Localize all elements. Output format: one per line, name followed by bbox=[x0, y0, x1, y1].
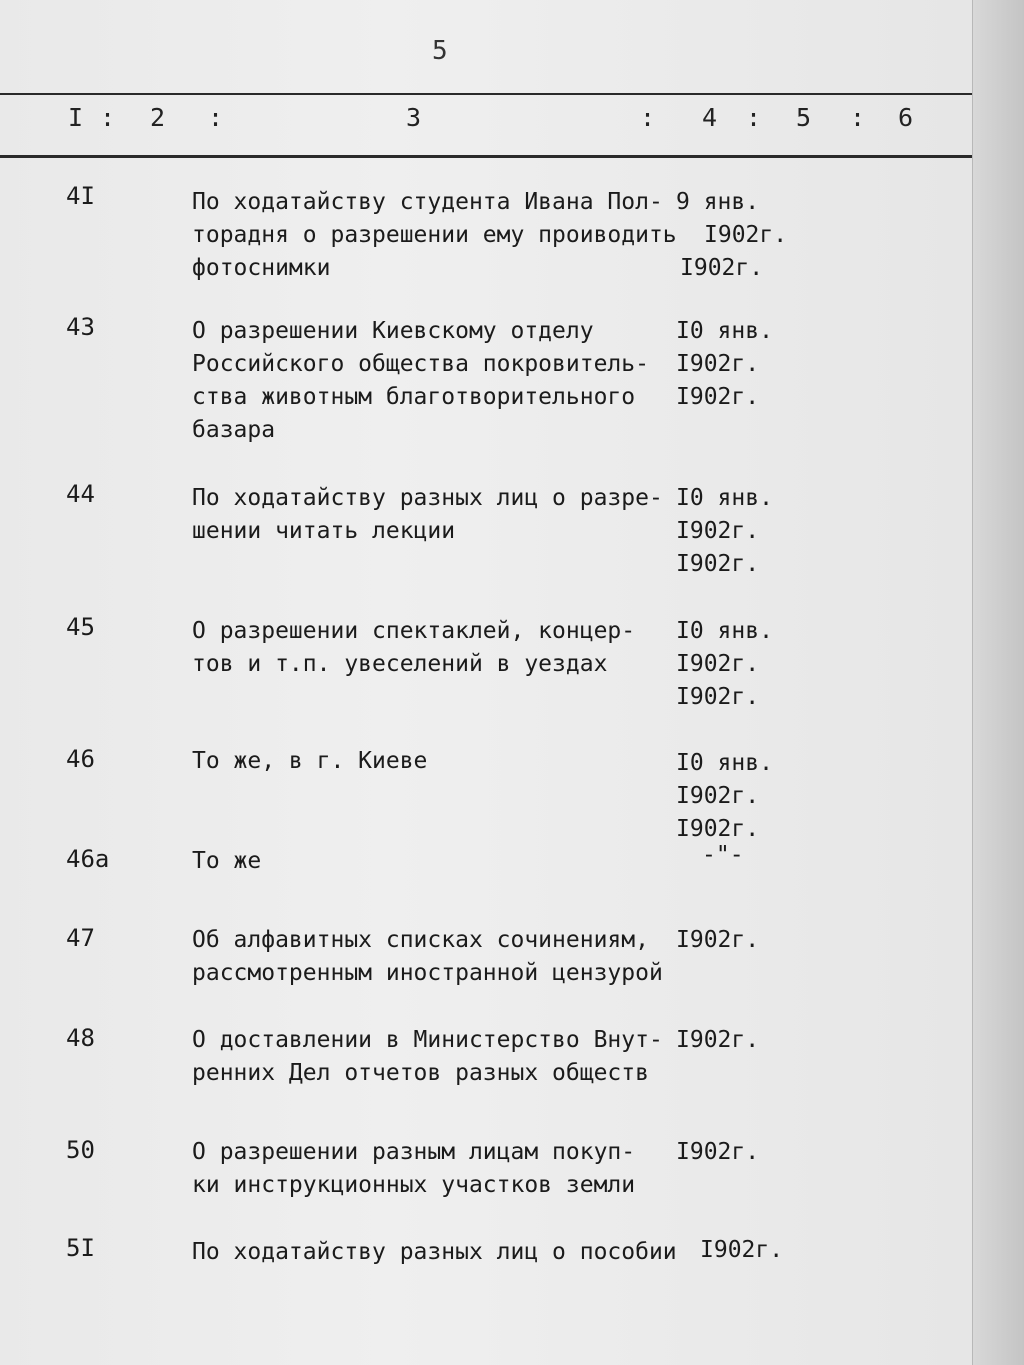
entry-title bbox=[192, 1024, 672, 1090]
entry-title-line: О разрешении Киевскому отделу bbox=[192, 318, 594, 344]
entry-dates bbox=[700, 1234, 820, 1267]
column-separator: : bbox=[640, 103, 656, 132]
entry-title bbox=[192, 924, 672, 990]
entry-date: -"- bbox=[702, 842, 744, 868]
entry-title-line: фотоснимки bbox=[192, 255, 331, 281]
entry-date: I902г. bbox=[676, 927, 760, 953]
entry-date: I0 янв. bbox=[676, 485, 773, 511]
header-bottom-rule bbox=[0, 155, 972, 158]
column-header-2: 2 bbox=[150, 103, 166, 132]
column-separator: : bbox=[208, 103, 224, 132]
column-separator: : bbox=[850, 103, 866, 132]
entry-date: 9 янв. bbox=[676, 189, 760, 215]
entry-date: I0 янв. bbox=[676, 618, 773, 644]
entry-title-line: Об алфавитных списках сочинениям, bbox=[192, 927, 649, 953]
entry-title bbox=[192, 615, 672, 681]
binding-edge bbox=[972, 0, 1024, 1365]
entry-date: I0 янв. bbox=[676, 750, 773, 776]
entry-title-line: О доставлении в Министерство Внут- bbox=[192, 1027, 663, 1053]
entry-date: I902г. bbox=[676, 783, 760, 809]
entry-title bbox=[192, 745, 672, 778]
entry-number: 47 bbox=[66, 924, 95, 952]
column-header-1: I bbox=[68, 103, 84, 132]
entry-title-line: торадня о разрешении ему проиводить bbox=[192, 222, 677, 248]
entry-dates bbox=[676, 615, 796, 714]
entry-title-line: О разрешении спектаклей, концер- bbox=[192, 618, 636, 644]
entry-title bbox=[192, 845, 672, 878]
entry-title-line: тов и т.п. увеселений в уездах bbox=[192, 651, 608, 677]
entry-date: I902г. bbox=[704, 222, 788, 248]
column-separator: : bbox=[100, 103, 116, 132]
entry-number: 50 bbox=[66, 1136, 95, 1164]
entry-date: I902г. bbox=[676, 816, 760, 842]
entry-title-line: ства животным благотворительного bbox=[192, 384, 636, 410]
entry-date: I902г. bbox=[676, 551, 760, 577]
entry-date: I902г. bbox=[700, 1237, 784, 1263]
entry-title-line: По ходатайству разных лиц о разре- bbox=[192, 485, 663, 511]
entry-title-line: То же, в г. Киеве bbox=[192, 748, 428, 774]
entry-title-line: О разрешении разным лицам покуп- bbox=[192, 1139, 636, 1165]
column-header-5: 5 bbox=[796, 103, 812, 132]
entry-title-line: По ходатайству студента Ивана Пол- bbox=[192, 189, 663, 215]
entry-date: I902г. bbox=[676, 651, 760, 677]
entry-dates bbox=[676, 1024, 796, 1057]
entry-date: I902г. bbox=[680, 255, 764, 281]
page-number: 5 bbox=[432, 36, 448, 66]
entry-number: 46 bbox=[66, 745, 95, 773]
entry-date: I902г. bbox=[676, 351, 760, 377]
entry-date: I0 янв. bbox=[676, 318, 773, 344]
entry-number: 45 bbox=[66, 613, 95, 641]
entry-dates bbox=[676, 747, 796, 846]
entry-dates bbox=[676, 924, 796, 957]
entry-title bbox=[192, 186, 677, 285]
entry-date: I902г. bbox=[676, 518, 760, 544]
entry-title-line: Российского общества покровитель- bbox=[192, 351, 649, 377]
entry-title bbox=[192, 1136, 672, 1202]
entry-number: 48 bbox=[66, 1024, 95, 1052]
entry-title bbox=[192, 315, 672, 447]
entry-title-line: По ходатайству разных лиц о пособии bbox=[192, 1239, 677, 1265]
entry-date: I902г. bbox=[676, 384, 760, 410]
column-separator: : bbox=[746, 103, 762, 132]
column-header-4: 4 bbox=[702, 103, 718, 132]
entry-date: I902г. bbox=[676, 684, 760, 710]
column-header-3: 3 bbox=[406, 103, 422, 132]
entry-dates bbox=[676, 1136, 796, 1169]
entry-number: 46а bbox=[66, 845, 110, 873]
entry-title bbox=[192, 1236, 677, 1269]
entry-dates bbox=[676, 315, 796, 414]
entry-title-line: ки инструкционных участков земли bbox=[192, 1172, 636, 1198]
entry-number: 44 bbox=[66, 480, 95, 508]
entry-title-line: рассмотренным иностранной цензурой bbox=[192, 960, 663, 986]
column-header-6: 6 bbox=[898, 103, 914, 132]
header-top-rule bbox=[0, 93, 972, 95]
entry-dates bbox=[702, 839, 822, 872]
entry-title-line: базара bbox=[192, 417, 276, 443]
entry-dates bbox=[676, 186, 796, 285]
entry-date: I902г. bbox=[676, 1027, 760, 1053]
entry-date: I902г. bbox=[676, 1139, 760, 1165]
entry-dates bbox=[676, 482, 796, 581]
entry-title bbox=[192, 482, 672, 548]
entry-title-line: То же bbox=[192, 848, 262, 874]
entry-number: 43 bbox=[66, 313, 95, 341]
entry-number: 4I bbox=[66, 182, 95, 210]
entry-number: 5I bbox=[66, 1234, 95, 1262]
entry-title-line: ренних Дел отчетов разных обществ bbox=[192, 1060, 649, 1086]
entry-title-line: шении читать лекции bbox=[192, 518, 456, 544]
